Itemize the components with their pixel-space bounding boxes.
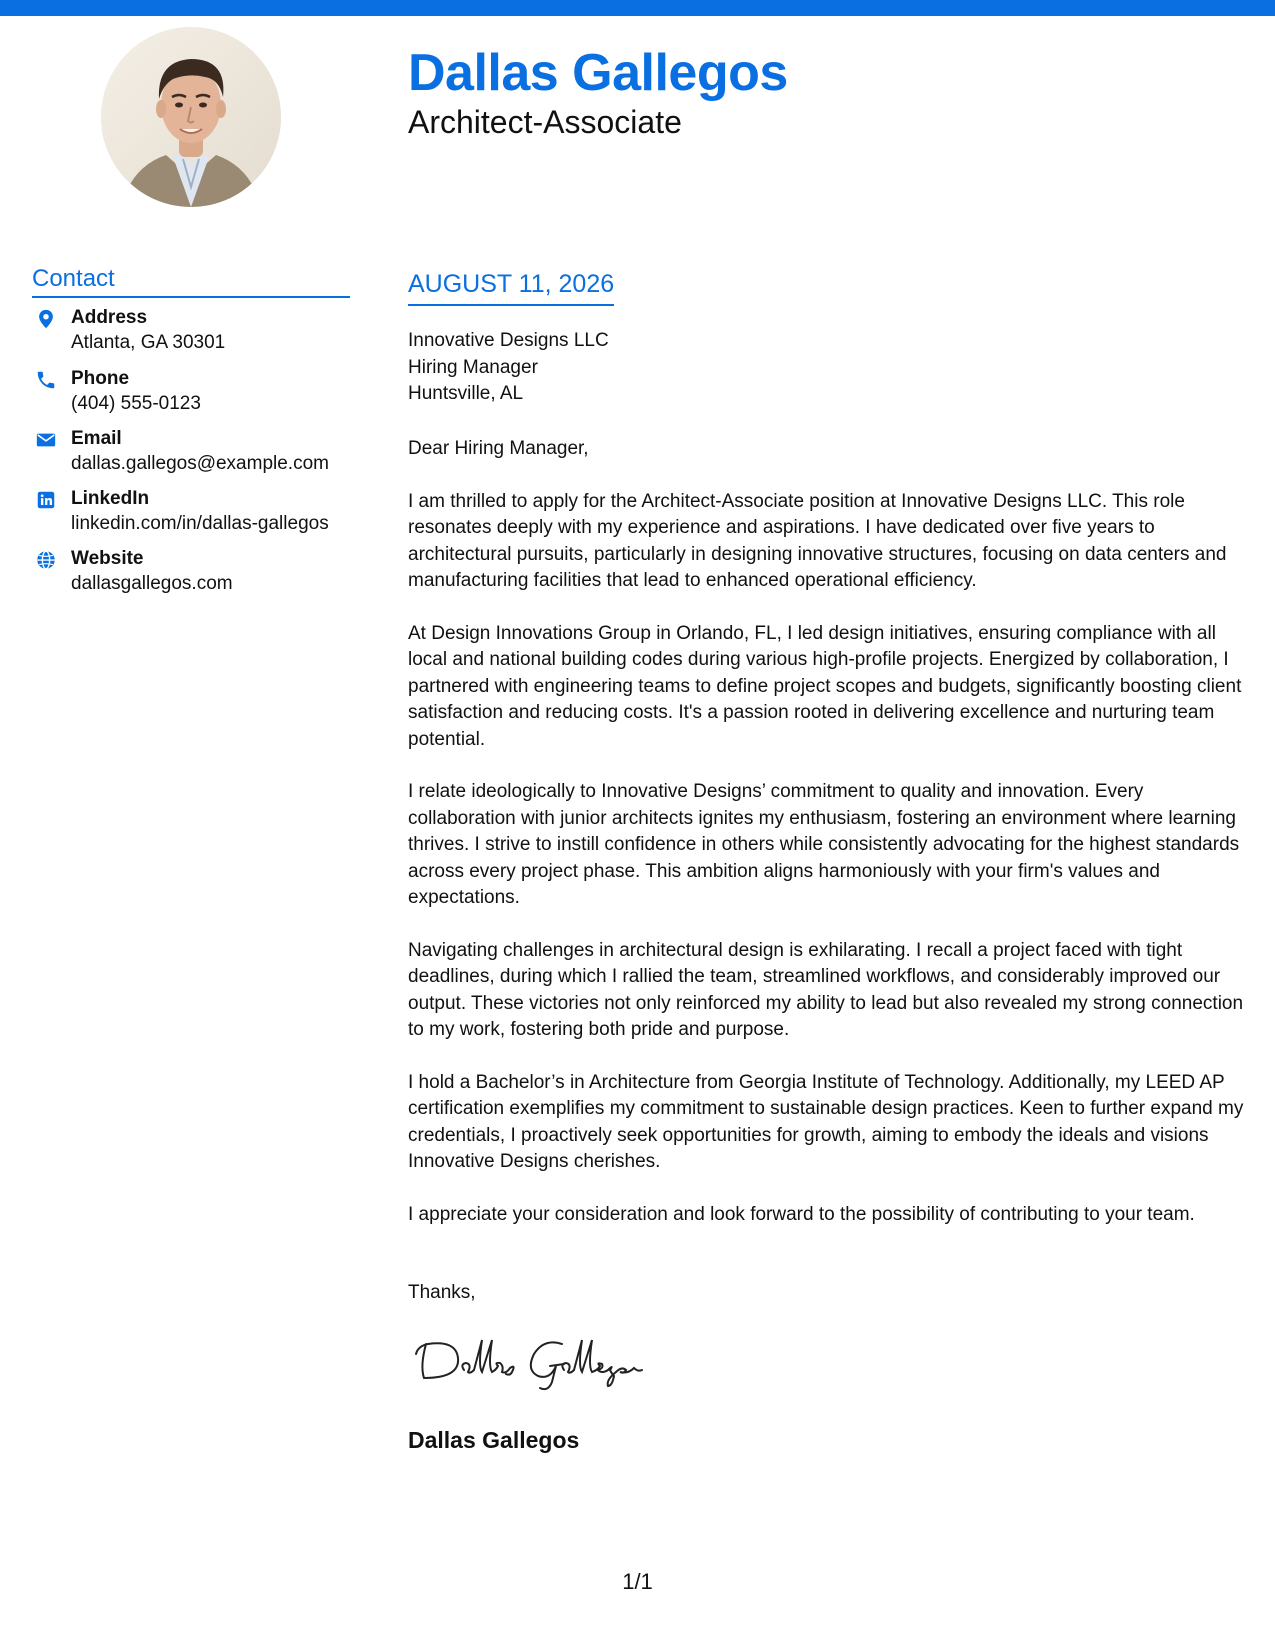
job-title: Architect-Associate bbox=[408, 104, 682, 140]
recipient-block bbox=[408, 328, 609, 408]
contact-label: Email bbox=[71, 428, 122, 449]
letter-date: AUGUST 11, 2026 bbox=[408, 268, 614, 306]
closing: Thanks, bbox=[408, 1282, 476, 1303]
contact-heading: Contact bbox=[32, 264, 350, 298]
salutation: Dear Hiring Manager, bbox=[408, 438, 589, 459]
letter-paragraph: Navigating challenges in architectural design is exhilarating. I recall a project faced with tight deadlines, during which I rallied the team, streamlined workflows, and considerably improved our output. These victories not only reinforced my ability to lead but also revealed my strong connection to my work, fostering both pride and purpose. bbox=[408, 939, 1244, 1040]
contact-label: Phone bbox=[71, 368, 130, 389]
location-pin-icon bbox=[35, 308, 57, 330]
page-number: 1/1 bbox=[622, 1569, 653, 1594]
recipient-location: Huntsville, AL bbox=[408, 383, 524, 404]
recipient-company: Innovative Designs LLC bbox=[408, 330, 609, 351]
letter-paragraph: I hold a Bachelor’s in Architecture from Georgia Institute of Technology. Additionally, my LEED AP certification exemplifies my commitment to sustainable design practices. Keen to further expand my credentials, I proactively seek opportunities for growth, aiming to embody the ideals and visions Innovative Designs cherishes. bbox=[408, 1071, 1244, 1172]
applicant-name: Dallas Gallegos bbox=[408, 44, 788, 102]
contact-label: Website bbox=[71, 548, 144, 569]
globe-icon bbox=[35, 549, 57, 571]
letter-paragraph: At Design Innovations Group in Orlando, FL, I led design initiatives, ensuring compliance with all local and national building codes during various high-profile projects. Energized by collaboration, I partnered with engineering teams to define project scopes and budgets, significantly boosting client satisfaction and reducing costs. It's a passion rooted in delivering excellence and nurturing team potential. bbox=[408, 622, 1242, 750]
linkedin-value[interactable]: linkedin.com/in/dallas-gallegos bbox=[71, 513, 329, 534]
profile-photo bbox=[101, 27, 281, 207]
letter-paragraph: I am thrilled to apply for the Architect-Associate position at Innovative Designs LLC. This role resonates deeply with my experience and aspirations. I have dedicated over five years to architectural pursuits, particularly in designing innovative structures, focusing on data centers and manufacturing facilities that lead to enhanced operational efficiency. bbox=[408, 490, 1227, 591]
top-accent-bar bbox=[0, 0, 1275, 16]
phone-value: (404) 555-0123 bbox=[71, 393, 201, 414]
linkedin-icon bbox=[35, 489, 57, 511]
website-value[interactable]: dallasgallegos.com bbox=[71, 573, 233, 594]
letter-body bbox=[408, 436, 1250, 1254]
handwritten-signature bbox=[412, 1326, 672, 1396]
letter-paragraph: I relate ideologically to Innovative Designs’ commitment to quality and innovation. Every collaboration with junior architects ignites my enthusiasm, fostering an environment where learning thrives. I strive to instill confidence in others while consistently advocating for the highest standards across every project phase. This ambition aligns harmoniously with your firm's values and expectations. bbox=[408, 781, 1240, 908]
contact-label: LinkedIn bbox=[71, 488, 150, 509]
recipient-role: Hiring Manager bbox=[408, 356, 538, 378]
signer-name: Dallas Gallegos bbox=[408, 1427, 580, 1453]
envelope-icon bbox=[35, 429, 57, 451]
contact-label: Address bbox=[71, 307, 148, 328]
address-value: Atlanta, GA 30301 bbox=[71, 332, 226, 353]
email-value[interactable]: dallas.gallegos@example.com bbox=[71, 453, 329, 474]
phone-icon bbox=[35, 369, 57, 391]
letter-paragraph: I appreciate your consideration and look forward to the possibility of contributing to your team. bbox=[408, 1203, 1195, 1225]
